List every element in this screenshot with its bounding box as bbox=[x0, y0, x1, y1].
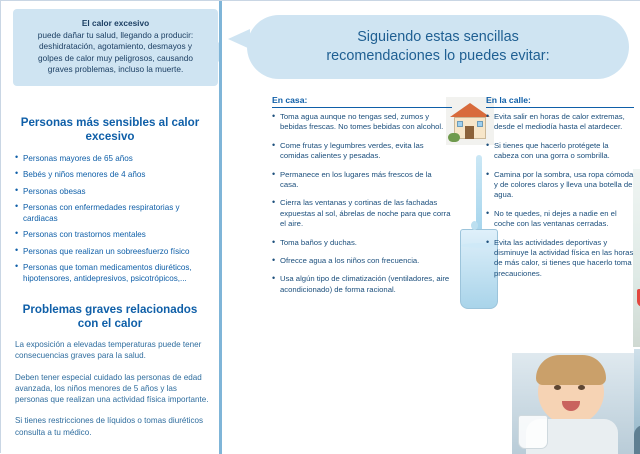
header-line-1: Siguiendo estas sencillas bbox=[357, 29, 519, 45]
list-item: • Personas obesas bbox=[15, 186, 211, 197]
right-panel bbox=[222, 1, 640, 454]
home-tips-list bbox=[272, 112, 452, 295]
sensitive-people-list bbox=[15, 153, 211, 290]
list-item: • Si tienes que hacerlo protégete la cabeza con una gorra o sombrilla. bbox=[486, 141, 634, 162]
street-column-title: En la calle: bbox=[486, 95, 634, 108]
serious-problems-text bbox=[15, 339, 211, 448]
house-roof-shape bbox=[450, 103, 490, 117]
left-column bbox=[1, 1, 219, 454]
callout-line-4: golpes de calor muy peligrosos, causando bbox=[38, 52, 193, 63]
baby-hair-shape bbox=[536, 355, 606, 385]
house-door-shape bbox=[465, 126, 474, 139]
man-shirt-shape bbox=[634, 425, 640, 454]
house-window-shape bbox=[477, 121, 483, 127]
warning-callout bbox=[13, 9, 218, 86]
callout-line-5: graves problemas, incluso la muerte. bbox=[47, 64, 184, 75]
baby-drinking-photo bbox=[512, 353, 634, 454]
list-item: • Personas con enfermedades respiratorias y cardiacas bbox=[15, 202, 211, 225]
baby-eye-shape bbox=[578, 385, 585, 390]
list-item: • Personas que realizan un sobreesfuerzo físico bbox=[15, 246, 211, 257]
list-item: • Toma agua aunque no tengas sed, zumos y bebidas frescas. No tomes bebidas con alcohol. bbox=[272, 112, 452, 133]
paragraph: La exposición a elevadas temperaturas puede tener consecuencias graves para la salud. bbox=[15, 340, 202, 361]
sensitive-people-title: Personas más sensibles al calor excesivo bbox=[20, 116, 200, 143]
girl-with-hat-photo bbox=[633, 169, 640, 347]
list-item: • Come frutas y legumbres verdes, evita las comidas calientes y pesadas. bbox=[272, 141, 452, 162]
list-item: • Toma baños y duchas. bbox=[272, 238, 452, 248]
header-line-2: recomendaciones lo puedes evitar: bbox=[326, 48, 550, 64]
street-tips-list bbox=[486, 112, 634, 279]
list-item: • Camina por la sombra, usa ropa cómoda y de colores claros y lleva una botella de agua. bbox=[486, 170, 634, 201]
header-pointer bbox=[228, 29, 250, 49]
list-item: • Cierra las ventanas y cortinas de las fachadas expuestas al sol, ábrelas de noche para que corra el aire. bbox=[272, 198, 452, 229]
list-item: • Usa algún tipo de climatización (ventiladores, aire acondicionado) de forma racional. bbox=[272, 274, 452, 295]
list-item: • Permanece en los lugares más frescos de la casa. bbox=[272, 170, 452, 191]
list-item: • Ofrecce agua a los niños con frecuencia. bbox=[272, 256, 452, 266]
man-drinking-photo bbox=[634, 349, 640, 454]
list-item: • Bebés y niños menores de 4 años bbox=[15, 169, 211, 180]
callout-line-2: puede dañar tu salud, llegando a producir: bbox=[37, 29, 194, 40]
list-item: • Personas que toman medicamentos diuréticos, hipotensores, antidepresivos, psicotrópicos,... bbox=[15, 262, 211, 285]
home-column-title: En casa: bbox=[272, 95, 452, 108]
callout-line-3: deshidratación, agotamiento, desmayos y bbox=[38, 41, 193, 52]
street-column bbox=[486, 95, 634, 287]
list-item: • No te quedes, ni dejes a nadie en el coche con las ventanas cerradas. bbox=[486, 209, 634, 230]
house-window-shape bbox=[457, 121, 463, 127]
list-item: • Personas con trastornos mentales bbox=[15, 229, 211, 240]
recommendations-header bbox=[247, 15, 629, 79]
serious-problems-title: Problemas graves relacionados con el calor bbox=[22, 303, 198, 330]
list-item: • Evita las actividades deportivas y disminuye la actividad física en las horas de más calor, si tienes que hacerlo toma precauciones. bbox=[486, 238, 634, 280]
list-item: • Personas mayores de 65 años bbox=[15, 153, 211, 164]
list-item: • Evita salir en horas de calor extremas, desde el mediodía hasta el atardecer. bbox=[486, 112, 634, 133]
baby-eye-shape bbox=[554, 385, 561, 390]
paragraph: Si tienes restricciones de líquidos o tomas diuréticos consulta a tu médico. bbox=[15, 416, 204, 437]
home-column bbox=[272, 95, 452, 303]
paragraph: Deben tener especial cuidado las personas de edad avanzada, los niños menores de 5 años y las personas que realizan una actividad física importante. bbox=[15, 372, 209, 405]
callout-line-1: El calor excesivo bbox=[81, 18, 150, 28]
baby-cup-shape bbox=[518, 415, 548, 449]
water-drop-shape bbox=[471, 221, 478, 230]
